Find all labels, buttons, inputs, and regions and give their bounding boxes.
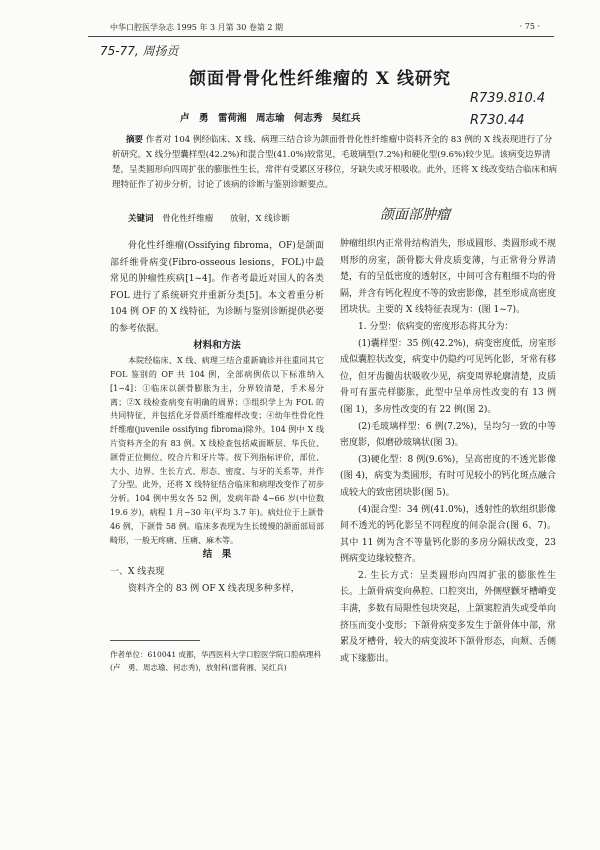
article-title: 颌面骨骨化性纤维瘤的 X 线研究 bbox=[188, 69, 452, 89]
mixed-type-paragraph: (4)混合型：34 例(41.0%)，透射性的软组织影像间不透光的钙化影呈不同程度的间杂混合(图 6、7)。其中 11 例为含不等量钙化影的多房分隔状改变，23 例病变边缘较整齐。 bbox=[340, 504, 556, 565]
cystic-type-paragraph: (1)囊样型：35 例(42.2%)，病变密度低，房室形成似囊腔状改变，病变中仍隐约可见钙化影，牙常有移位，但牙齿髓齿状吸收少见，病变周界轮廓清楚，皮质骨可有蛋壳样膨胀，此型中呈单房性改变的有 13 例(图 1)，多房性改变的有 22 例(图 2)。 bbox=[340, 338, 557, 415]
running-header bbox=[110, 22, 540, 33]
header-rule bbox=[88, 36, 554, 37]
intro-paragraph: 骨化性纤维瘤(Ossifying fibroma，OF)是颌面部纤维骨病变(Fibro-osseous lesions，FOL)中最常见的肿瘤性疾病[1~4]。作者考最近对国人的各类 FOL 进行了系统研究并重新分类[5]。本文着重分析 104 例 OF 的 X 线特征，为诊断与鉴别诊断提供必要的参考依据。 bbox=[110, 241, 324, 334]
keywords bbox=[128, 212, 290, 224]
author-line: 卢 勇 雷荷湘 周志瑜 何志秀 吴红兵 bbox=[180, 113, 361, 124]
page-number: · 75 · bbox=[519, 22, 540, 31]
abstract-label: 摘要 bbox=[126, 135, 144, 145]
results-paragraph: 资料齐全的 83 例 OF X 线表现多种多样， bbox=[128, 583, 300, 594]
methods-heading: 材料和方法 bbox=[193, 339, 241, 351]
left-column bbox=[110, 238, 324, 597]
ground-glass-paragraph: (2)毛玻璃样型：6 例(7.2%)，呈均匀一致的中等密度影，似磨砂玻璃状(图 3)。 bbox=[340, 421, 556, 449]
handwritten-code-2: R730.44 bbox=[470, 113, 525, 128]
handwritten-category: 颌面部肿瘤 bbox=[380, 207, 450, 223]
results-subheading: 一、X 线表现 bbox=[110, 566, 165, 577]
abstract bbox=[112, 133, 558, 193]
keyword-1: 骨化性纤维瘤 bbox=[162, 214, 214, 224]
abstract-text: 作者对 104 例经临床、X 线、病理三结合诊为颌面骨骨化性纤维瘤中资料齐全的 83 例的 X 线表现进行了分析研究。X 线分型囊样型(42.2%)和混合型(41.0%)较常见，毛玻璃型(7.2%)和硬化型(9.6%)较少见。该病变边界清楚，呈类圆形向四周扩张的膨胀性生长，常伴有受累区牙移位，牙缺失或牙根吸收。此外，还将 X 线改变结合临床和病理特征作了初步分析，讨论了该病的诊断与鉴别诊断要点。 bbox=[112, 135, 557, 190]
classification-intro: 1. 分型：依病变的密度形态将其分为： bbox=[358, 321, 514, 332]
footnote-rule bbox=[110, 640, 200, 641]
right-column bbox=[340, 236, 556, 667]
growth-pattern-paragraph: 2. 生长方式：呈类圆形向四周扩张的膨胀性生长。上颌骨病变向鼻腔、口腔突出，外侧壁颧牙槽嵴变丰满，多数有局限性包块突起，上颌窦腔消失或受单向挤压而变小变形；下颌骨病变多发生于颌骨体中部，常累及牙槽骨，较大的病变波坏下颌骨形态，向颊、舌侧或下缘膨出。 bbox=[340, 570, 557, 664]
journal-info: 中华口腔医学杂志 1995 年 3 月第 30 卷第 2 期 bbox=[110, 23, 284, 32]
sclerotic-type-paragraph: (3)硬化型：8 例(9.6%)，呈高密度的不透光影像(图 4)，病变为类圆形，有时可见较小的钙化斑点融合成较大的致密团块影(图 5)。 bbox=[340, 454, 556, 498]
keyword-2: 放射，X 线诊断 bbox=[229, 214, 290, 224]
footnote: 作者单位：610041 成都，华西医科大学口腔医学院口腔病理科(卢 勇、周志瑜、何志秀)，放射科(雷荷湘、吴红兵) bbox=[110, 650, 322, 672]
keywords-label: 关键词 bbox=[128, 214, 154, 224]
handwritten-codes bbox=[470, 88, 545, 132]
methods-paragraph: 本院经临床、X 线、病理三结合重新确诊并往重同其它 FOL 鉴别的 OF 共 104 例，全部病例依以下标准纳入[1~4]：①临床以颌骨膨胀为主，分界较清楚，手术易分离；②X 线检查病变有明确的周界；③组织学上为 FOL 的共同特征，并包括化牙骨质纤维瘤样改变；④幼年性骨化性纤维瘤(juvenile ossifying fibroma)除外。104 例中 X 线片资料齐全的有 83 例。X 线检查包括咸面断层、华氏位、颌骨正位侧位、咬合片和牙片等。按下列指标评价，部位、大小、边界、生长方式、形态、密度、与牙的关系等，并作了分型。此外，还将 X 线特征结合临床和病理改变作了初步分析。104 例中男女各 52 例，发病年龄 4~66 岁(中位数 19.6 岁)，病程 1 月~30 年(平均 3.7 年)。病灶位于上颌骨 46 例，下颌骨 58 例。临床多表现为生长缓慢的颌面部局部畸形，一般无疼痛、压痛、麻木等。 bbox=[110, 356, 324, 545]
results-heading: 结 果 bbox=[202, 549, 232, 561]
handwritten-note-topleft: 75-77, 周扬贡 bbox=[100, 44, 179, 58]
right-cont-paragraph: 肿瘤组织内正常骨结构消失，形成圆形、类圆形或不规则形的房室，颌骨膨大骨皮质变薄，与正常骨分界清楚，有的呈低密度的透射区，中间可含有粗细不均的骨隔，并含有钙化程度不等的致密影像，甚至形成高密度团块状。主要的 X 线特征表现为：(图 1~7)。 bbox=[340, 239, 557, 316]
handwritten-code-1: R739.810.4 bbox=[470, 91, 546, 106]
